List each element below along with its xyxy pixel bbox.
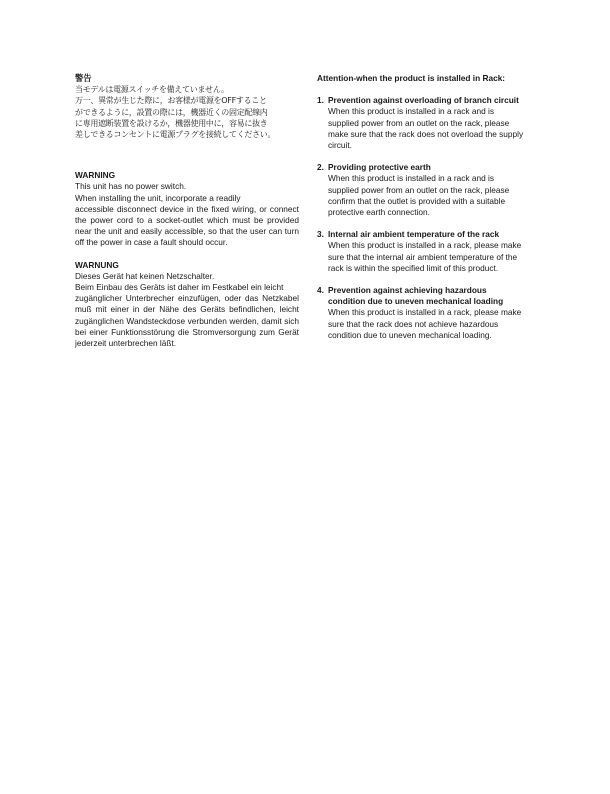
rack-item-title: Prevention against overloading of branch circuit [328, 95, 519, 106]
japanese-warning-body: 当モデルは電源スイッチを備えていません。 万一、異常が生じた際に，お客様が電源をOFFすること ができるように，設置の際には，機器近くの固定配線内 に専用遮断装置を設けるか，機器使用中に，容易に抜き 差しできるコンセントに電源プラグを接続してください。 [75, 85, 276, 140]
english-warning-title: WARNING [75, 170, 116, 181]
rack-item-number: 4. [317, 285, 324, 296]
rack-attention-title: Attention-when the product is installed in Rack: [317, 73, 506, 83]
rack-item-body: When this product is installed in a rack and is supplied power from an outlet on the rack, please confirm that the outlet is provided with a suitable protective earth connection. [328, 173, 510, 218]
rack-item-4 [317, 285, 547, 341]
german-warning-line1: Dieses Gerät hat keinen Netzschalter. [75, 270, 215, 281]
english-warning [75, 170, 299, 248]
japanese-warning [75, 73, 299, 140]
rack-item-number: 1. [317, 95, 324, 106]
rack-item-title: Prevention against achieving hazardous condition due to uneven mechanical loading [328, 285, 504, 307]
rack-item-body: When this product is installed in a rack, please make sure that the rack does not achieve hazardous condition due to uneven mechanical loading. [328, 307, 522, 340]
rack-item-title: Providing protective earth [328, 162, 431, 173]
german-warning [75, 260, 299, 350]
right-column [317, 73, 547, 352]
rack-item-title: Internal air ambient temperature of the rack [328, 229, 500, 240]
german-warning-line2: Beim Einbau des Geräts ist daher im Festkabel ein leicht [75, 282, 284, 293]
german-warning-title: WARNUNG [75, 259, 119, 270]
rack-item-2 [317, 162, 547, 218]
rack-item-number: 3. [317, 229, 324, 240]
english-warning-line2: When installing the unit, incorporate a readily [75, 192, 241, 203]
rack-item-1 [317, 95, 547, 151]
english-warning-paragraph: accessible disconnect device in the fixed wiring, or connect the power cord to a socket-outlet which must be provided near the unit and easily accessible, so that the user can turn off the power in case a fault should occur. [75, 203, 299, 248]
german-warning-paragraph: zugänglicher Unterbrecher einzufügen, oder das Netzkabel muß mit einer in der Nähe des Geräts befindlichen, leicht zugänglichen Wandsteckdose verbunden werden, damit sich bei einer Funktionsstörung die Stromversorgung zum Gerät jederzeit unterbrechen läßt. [75, 293, 299, 349]
left-column [75, 73, 299, 360]
english-warning-line1: This unit has no power switch. [75, 181, 187, 192]
rack-item-body: When this product is installed in a rack and is supplied power from an outlet on the rack, please make sure that the rack does not overload the supply circuit. [328, 106, 524, 151]
japanese-warning-title: 警告 [75, 73, 92, 83]
rack-item-3 [317, 229, 547, 274]
rack-item-body: When this product is installed in a rack, please make sure that the internal air ambient temperature of the rack is within the specified limit of this product. [328, 240, 522, 273]
rack-item-number: 2. [317, 162, 324, 173]
